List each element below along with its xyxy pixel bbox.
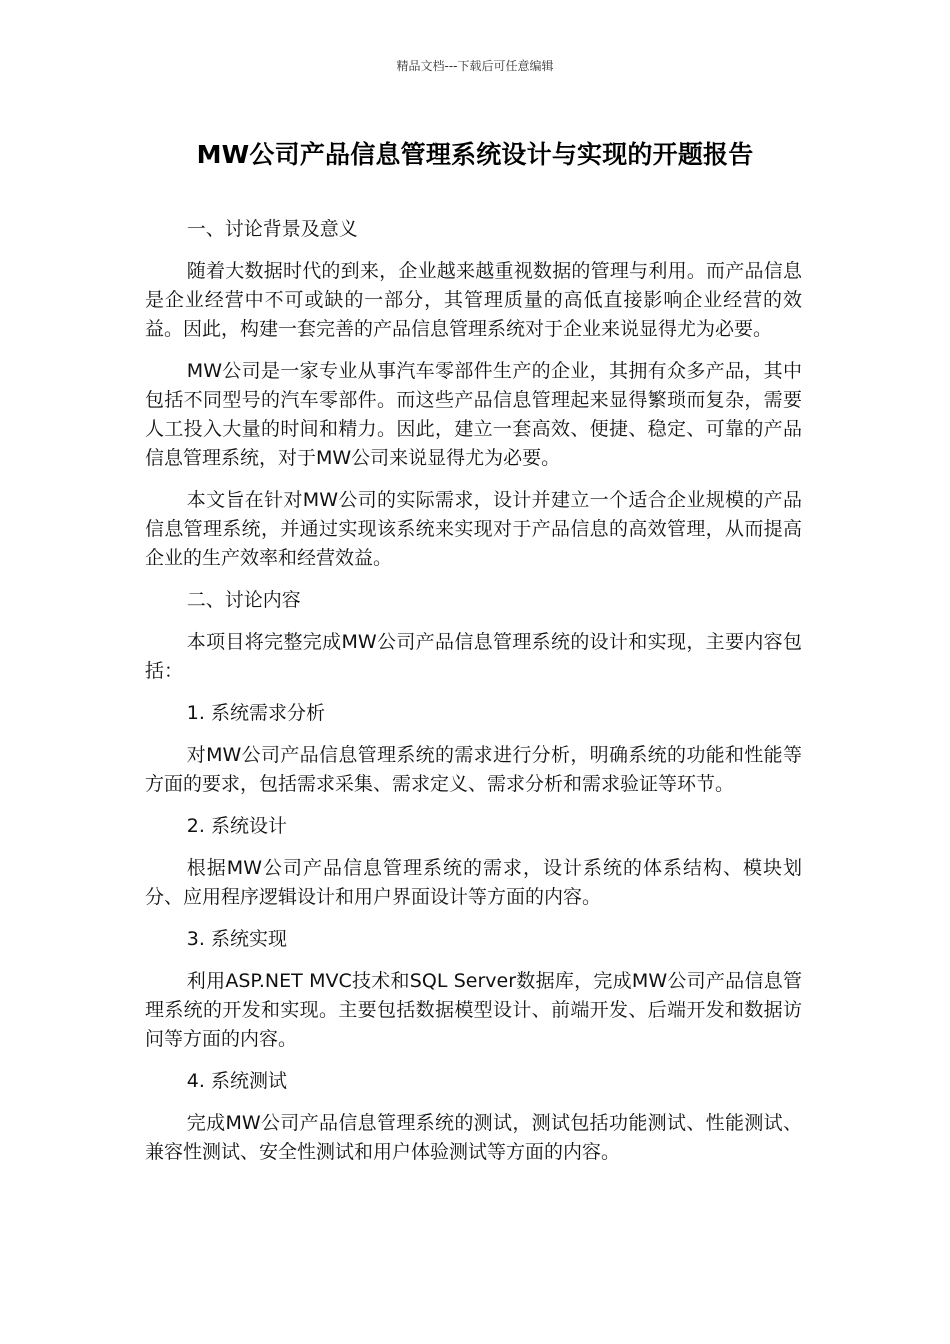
page-header: 精品文档---下载后可任意编辑	[396, 59, 554, 73]
paragraph-background-1: 随着大数据时代的到来，企业越来越重视数据的管理与利用。而产品信息是企业经营中不可或缺的一部分，其管理质量的高低直接影响企业经营的效益。因此，构建一套完善的产品信息管理系统对于企业来说显得尤为必要。	[145, 260, 802, 340]
subheading-testing: 4. 系统测试	[186, 1070, 287, 1092]
paragraph-design: 根据MW公司产品信息管理系统的需求，设计系统的体系结构、模块划分、应用程序逻辑设计和用户界面设计等方面的内容。	[145, 857, 802, 908]
paragraph-background-3: 本文旨在针对MW公司的实际需求，设计并建立一个适合企业规模的产品信息管理系统，并通过实现该系统来实现对于产品信息的高效管理，从而提高企业的生产效率和经营效益。	[145, 489, 802, 569]
subheading-implementation: 3. 系统实现	[186, 928, 287, 950]
subheading-design: 2. 系统设计	[186, 815, 287, 837]
paragraph-content-intro: 本项目将完整完成MW公司产品信息管理系统的设计和实现，主要内容包括：	[145, 631, 802, 682]
paragraph-testing: 完成MW公司产品信息管理系统的测试，测试包括功能测试、性能测试、兼容性测试、安全性测试和用户体验测试等方面的内容。	[145, 1112, 802, 1163]
paragraph-implementation: 利用ASP.NET MVC技术和SQL Server数据库，完成MW公司产品信息管理系统的开发和实现。主要包括数据模型设计、前端开发、后端开发和数据访问等方面的内容。	[145, 970, 802, 1050]
paragraph-background-2: MW公司是一家专业从事汽车零部件生产的企业，其拥有众多产品，其中包括不同型号的汽车零部件。而这些产品信息管理起来显得繁琐而复杂，需要人工投入大量的时间和精力。因此，建立一套高效、便捷、稳定、可靠的产品信息管理系统，对于MW公司来说显得尤为必要。	[145, 360, 802, 469]
section-heading-background: 一、讨论背景及意义	[186, 218, 358, 240]
subheading-requirements: 1. 系统需求分析	[186, 702, 325, 724]
paragraph-requirements: 对MW公司产品信息管理系统的需求进行分析，明确系统的功能和性能等方面的要求，包括需求采集、需求定义、需求分析和需求验证等环节。	[145, 744, 802, 795]
document-body	[145, 215, 802, 1180]
document-title: MW公司产品信息管理系统设计与实现的开题报告	[196, 140, 754, 169]
section-heading-content: 二、讨论内容	[186, 589, 301, 611]
